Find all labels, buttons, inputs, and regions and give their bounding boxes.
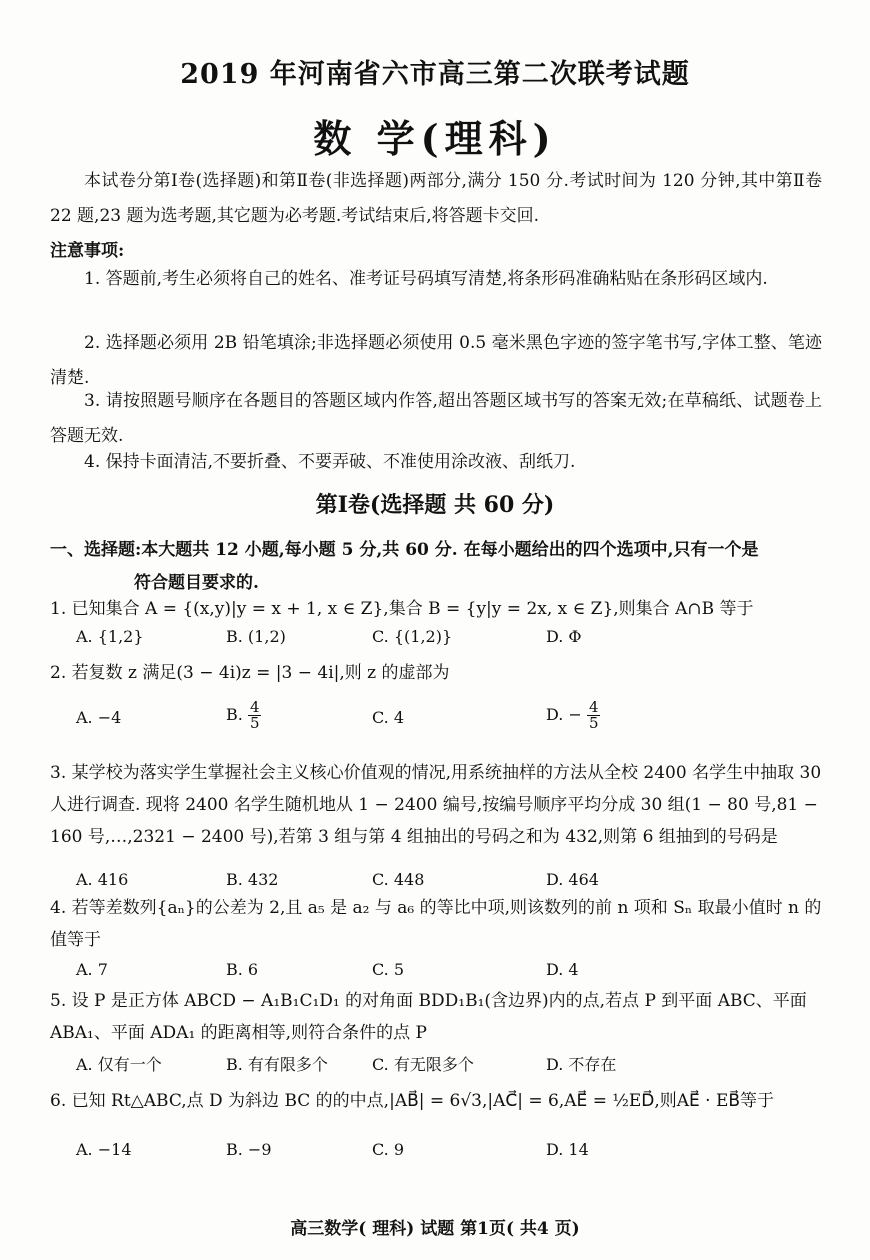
- option-d: D. 464: [546, 870, 599, 889]
- question-stem: 3. 某学校为落实学生掌握社会主义核心价值观的情况,用系统抽样的方法从全校 2400 名学生中抽取 30 人进行调查. 现将 2400 名学生随机地从 1 − 2400 编号,按编号顺序平均分成 30 组(1 − 80 号,81 − 160 号,…,2321 − 2400 号),若第 3 组与第 4 组抽出的号码之和为 432,则第 6 组抽到的号码是: [50, 763, 822, 847]
- intro-paragraph: 本试卷分第Ⅰ卷(选择题)和第Ⅱ卷(非选择题)两部分,满分 150 分.考试时间为 120 分钟,其中第Ⅱ卷 22 题,23 题为选考题,其它题为必考题.考试结束后,将答题卡交回.: [50, 171, 822, 226]
- fraction-denominator: 5: [588, 714, 599, 732]
- notice-item: 4. 保持卡面清洁,不要折叠、不要弄破、不准使用涂改液、刮纸刀.: [84, 452, 576, 472]
- option-b: B. 有有限多个: [226, 1055, 328, 1074]
- part-instructions-line2: 符合题目要求的.: [134, 573, 259, 593]
- option-b: B. 432: [226, 870, 279, 889]
- option-a: A. 7: [76, 960, 108, 979]
- notice-item: 2. 选择题必须用 2B 铅笔填涂;非选择题必须使用 0.5 毫米黑色字迹的签字笔书写,字体工整、笔迹清楚.: [50, 333, 822, 388]
- subject-title: 数 学(理科): [313, 116, 557, 161]
- option-a: A. −4: [76, 708, 122, 727]
- question-stem: 4. 若等差数列{aₙ}的公差为 2,且 a₅ 是 a₂ 与 a₆ 的等比中项,则该数列的前 n 项和 Sₙ 取最小值时 n 的值等于: [50, 898, 822, 950]
- option-d: D. 4: [546, 960, 579, 979]
- fraction-numerator: 4: [588, 698, 599, 716]
- option-a: A. −14: [76, 1140, 132, 1159]
- option-b-label: B.: [226, 705, 243, 724]
- option-b: B. 6: [226, 960, 259, 979]
- option-b: B. (1,2): [226, 627, 286, 646]
- section-title: 第Ⅰ卷(选择题 共 60 分): [315, 492, 555, 518]
- fraction: [248, 700, 262, 731]
- fraction-numerator: 4: [249, 698, 260, 716]
- question-stem: 1. 已知集合 A = {(x,y)|y = x + 1, x ∈ Z},集合 B = {y|y = 2x, x ∈ Z},则集合 A∩B 等于: [50, 599, 754, 619]
- option-c: C. 9: [372, 1140, 405, 1159]
- part-instructions-line1: 一、选择题:本大题共 12 小题,每小题 5 分,共 60 分. 在每小题给出的四个选项中,只有一个是: [50, 540, 759, 560]
- option-row: [76, 1140, 776, 1170]
- option-c: C. 有无限多个: [372, 1055, 474, 1074]
- fraction-denominator: 5: [249, 714, 260, 732]
- question-stem: 6. 已知 Rt△ABC,点 D 为斜边 BC 的的中点,|AB⃗| = 6√3,|AC⃗| = 6,AE⃗ = ½ED⃗,则AE⃗ · EB⃗等于: [50, 1091, 775, 1111]
- option-d-label: D. −: [546, 705, 582, 724]
- part-instructions: [50, 534, 830, 600]
- option-c: C. 4: [372, 708, 405, 727]
- option-d: [546, 700, 600, 731]
- question-stem: 2. 若复数 z 满足(3 − 4i)z = |3 − 4i|,则 z 的虚部为: [50, 663, 450, 683]
- option-b: B. −9: [226, 1140, 272, 1159]
- option-row: [76, 627, 776, 657]
- exam-title: 2019 年河南省六市高三第二次联考试题: [180, 59, 690, 90]
- fraction: [587, 700, 601, 731]
- option-d: D. 不存在: [546, 1055, 617, 1074]
- option-a: A. {1,2}: [76, 627, 144, 646]
- option-c: C. {(1,2)}: [372, 627, 453, 646]
- notice-item: 1. 答题前,考生必须将自己的姓名、准考证号码填写清楚,将条形码准确粘贴在条形码区域内.: [84, 269, 768, 289]
- question-stem: 5. 设 P 是正方体 ABCD − A₁B₁C₁D₁ 的对角面 BDD₁B₁(含边界)内的点,若点 P 到平面 ABC、平面 ABA₁、平面 ADA₁ 的距离相等,则符合条件的点 P: [50, 991, 807, 1043]
- notice-heading: 注意事项:: [50, 241, 125, 261]
- notice-item: 3. 请按照题号顺序在各题目的答题区域内作答,超出答题区域书写的答案无效;在草稿纸、试题卷上答题无效.: [50, 391, 822, 446]
- option-a: A. 仅有一个: [76, 1055, 162, 1074]
- option-d: D. 14: [546, 1140, 589, 1159]
- option-d: D. Φ: [546, 627, 582, 646]
- option-c: C. 5: [372, 960, 405, 979]
- option-c: C. 448: [372, 870, 425, 889]
- option-a: A. 416: [76, 870, 129, 889]
- option-row: [76, 1052, 776, 1082]
- option-b: [226, 700, 261, 731]
- option-row: [76, 700, 776, 730]
- page-footer: 高三数学( 理科) 试题 第1页( 共4 页): [290, 1219, 580, 1239]
